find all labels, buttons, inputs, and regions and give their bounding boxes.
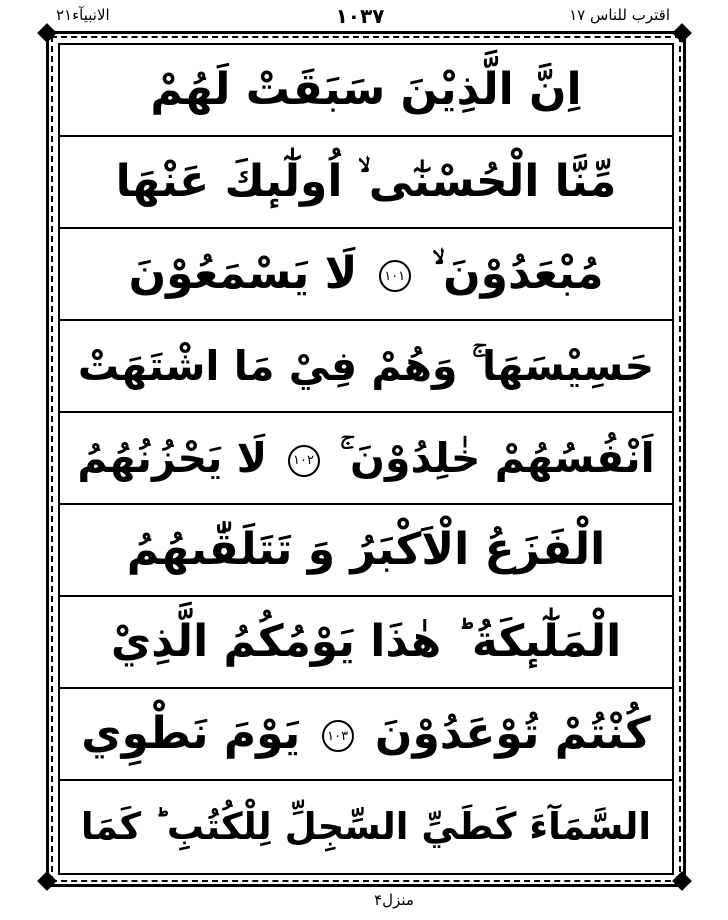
verse-line: [60, 321, 672, 413]
verse-line: [60, 229, 672, 321]
verse-text: اِنَّ الَّذِيْنَ سَبَقَتْ لَهُمْ: [150, 64, 582, 115]
verse-text: الْمَلٰٓىٕكَةُ ؕ هٰذَا يَوْمُكُمُ الَّذِيْ: [110, 616, 622, 667]
page-footer: [0, 890, 728, 916]
verse-line: [60, 45, 672, 137]
verse-text: السَّمَآءَ كَطَيِّ السِّجِلِّ لِلْكُتُبِ ؕ كَمَا: [80, 804, 652, 848]
juz-name: اقترب للناس ۱۷: [569, 6, 670, 24]
verse-segment: اَنْفُسُهُمْ خٰلِدُوْنَ ۚ: [339, 433, 655, 482]
ayah-number-marker: ۱۰۲: [288, 445, 320, 477]
verse-line: [60, 505, 672, 597]
verse-text: الْفَزَعُ الْاَكْبَرُ وَ تَتَلَقّٰىهُمُ: [126, 524, 606, 575]
page-header: [0, 4, 728, 30]
verse-text: [81, 708, 651, 759]
verse-text: مِّنَّا الْحُسْنٰٓى ۙ اُولٰٓىٕكَ عَنْهَا: [115, 156, 617, 207]
verse-segment: مُبْعَدُوْنَ ۙ: [432, 248, 604, 299]
verse-line: [60, 597, 672, 689]
verse-segment: يَوْمَ نَطْوِي: [81, 708, 301, 759]
verse-text: [128, 248, 604, 299]
verse-segment: كُنْتُمْ تُوْعَدُوْنَ: [374, 708, 651, 759]
verse-segment: لَا يَسْمَعُوْنَ: [128, 248, 358, 299]
manzil-label: منزل۴: [374, 891, 414, 909]
verse-text: [77, 433, 655, 482]
verse-text-block: [60, 45, 672, 873]
surah-name: الانبیآء۲۱: [56, 6, 110, 24]
verse-line: [60, 781, 672, 871]
verse-line: [60, 413, 672, 505]
ayah-number-marker: ۱۰۳: [322, 720, 354, 752]
verse-segment: لَا يَحْزُنُهُمُ: [77, 433, 268, 482]
verse-line: [60, 137, 672, 229]
verse-text: حَسِيْسَهَا ۚ وَهُمْ فِيْ مَا اشْتَهَتْ: [77, 341, 655, 390]
ayah-number-marker: ۱۰۱: [379, 260, 411, 292]
page-number: ۱۰۳۷: [335, 4, 385, 28]
verse-line: [60, 689, 672, 781]
